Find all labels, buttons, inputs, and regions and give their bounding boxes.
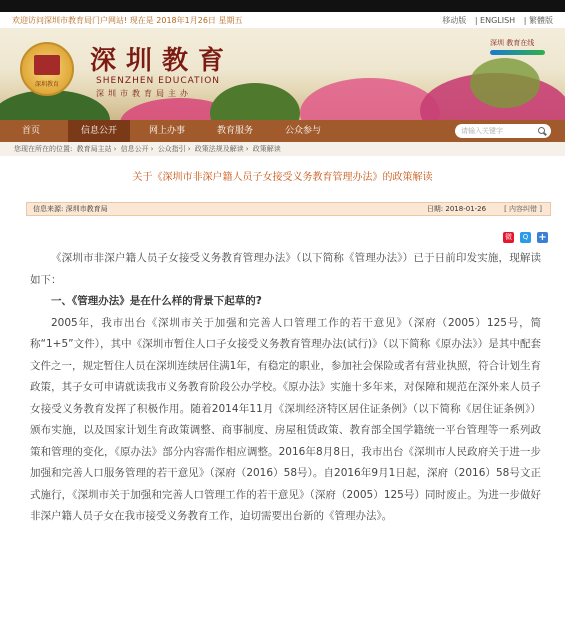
breadcrumb-item[interactable]: 教育局主站 [76, 145, 112, 153]
article-info-bar [26, 202, 551, 216]
foliage-decoration [210, 83, 300, 120]
qzone-icon[interactable]: Q [520, 232, 531, 243]
education-online-logo[interactable] [490, 38, 545, 60]
welcome-text: 欢迎访问深圳市教育局门户网站! 现在是 2018年1月26日 星期五 [12, 15, 243, 25]
foliage-decoration [470, 58, 540, 108]
article-title: 关于《深圳市非深户籍人员子女接受义务教育管理办法》的政策解读 [132, 172, 433, 183]
site-title: 深圳教育 [90, 46, 235, 76]
correction-link[interactable]: [ 内容纠错 ] [504, 205, 542, 213]
nav-public-participation[interactable]: 公众参与 [284, 126, 321, 136]
breadcrumb: 您现在所在的位置: 教育局主站 › 信息公开 › 公众指引 › 政策法规及解读 › 政策解读 [0, 142, 565, 156]
breadcrumb-label: 您现在所在的位置: [14, 145, 73, 153]
share-bar [0, 232, 565, 248]
site-logo[interactable] [20, 42, 74, 96]
nav-education-services[interactable]: 教育服务 [216, 126, 253, 136]
flower-decoration [300, 78, 440, 120]
article-date: 日期: 2018-01-26 [426, 205, 487, 213]
logo-text: 深圳教育 [34, 81, 59, 88]
nav-info-disclosure[interactable]: 信息公开 [68, 120, 130, 142]
nav-online-services[interactable]: 网上办事 [148, 126, 185, 136]
breadcrumb-item[interactable]: 公众指引 [157, 145, 186, 153]
search-input[interactable]: 请输入关键字 [461, 127, 503, 135]
article-paragraph: 《深圳市非深户籍人员子女接受义务教育管理办法》（以下简称《管理办法》）已于日前印发实施，现解读如下： [30, 252, 541, 286]
english-link[interactable]: | ENGLISH [474, 15, 516, 25]
site-sponsor: 深圳市教育局主办 [96, 89, 192, 98]
top-links [436, 15, 553, 26]
book-icon [34, 55, 60, 75]
plus-icon[interactable]: + [538, 232, 547, 243]
breadcrumb-item[interactable]: 政策解读 [252, 145, 281, 153]
search-icon[interactable] [538, 127, 546, 135]
swoosh-icon [490, 50, 545, 55]
education-online-logo-text: 深圳 教育在线 [490, 39, 535, 47]
traditional-link[interactable]: | 繁體版 [523, 15, 553, 25]
mobile-link[interactable]: 移动版 [442, 15, 467, 25]
nav-home[interactable]: 首页 [21, 126, 40, 136]
search-box[interactable] [455, 124, 551, 138]
article-body [0, 248, 565, 528]
article-paragraph: 2005年，我市出台《深圳市关于加强和完善人口管理工作的若干意见》（深府（2005）125号，简称“1+5”文件），其中《深圳市暂住人口子女接受义务教育管理办法(试行)》（以下简称《原办法》）是其中配套文件之一，规定暂住人员在深圳连续居住满1年，有稳定的职业，参加社会保险或者有营业执照，符合计划生育政策，其子女可申请就读我市义务教育阶段公办学校。《原办法》实施十多年来，对保障和规范在深外来人员子女接受义务教育发挥了积极作用。随着2014年11月《深圳经济特区居住证条例》（以下简称《居住证条例》）颁布实施，以及国家计划生育政策调整、商事制度、房屋租赁政策、教育部全国学籍统一平台管理等一系列政策和管理的变化，《原办法》部分内容需作相应调整。2016年8月8日，我市出台《深圳市人民政府关于进一步加强和完善人口服务管理的若干意见》（深府（2016）58号）。自2016年9月1日起，深府（2016）58号文正式施行，《深圳市关于加强和完善人口管理工作的若干意见》（深府（2005）125号）同时废止。为进一步做好非深户籍人员子女在我市接受义务教育工作，迫切需要出台新的《管理办法》。 [30, 316, 541, 522]
site-title-en: SHENZHEN EDUCATION [96, 76, 221, 86]
main-nav [0, 120, 565, 142]
top-black-strip [0, 0, 565, 12]
breadcrumb-item[interactable]: 信息公开 [120, 145, 149, 153]
breadcrumb-item[interactable]: 政策法规及解读 [194, 145, 244, 153]
article-source: 信息来源: 深圳市教育局 [33, 205, 108, 213]
weibo-icon[interactable]: 微 [505, 233, 512, 241]
top-bar [0, 12, 565, 28]
site-banner [0, 28, 565, 120]
article-heading: 一、《管理办法》是在什么样的背景下起草的? [51, 295, 262, 307]
